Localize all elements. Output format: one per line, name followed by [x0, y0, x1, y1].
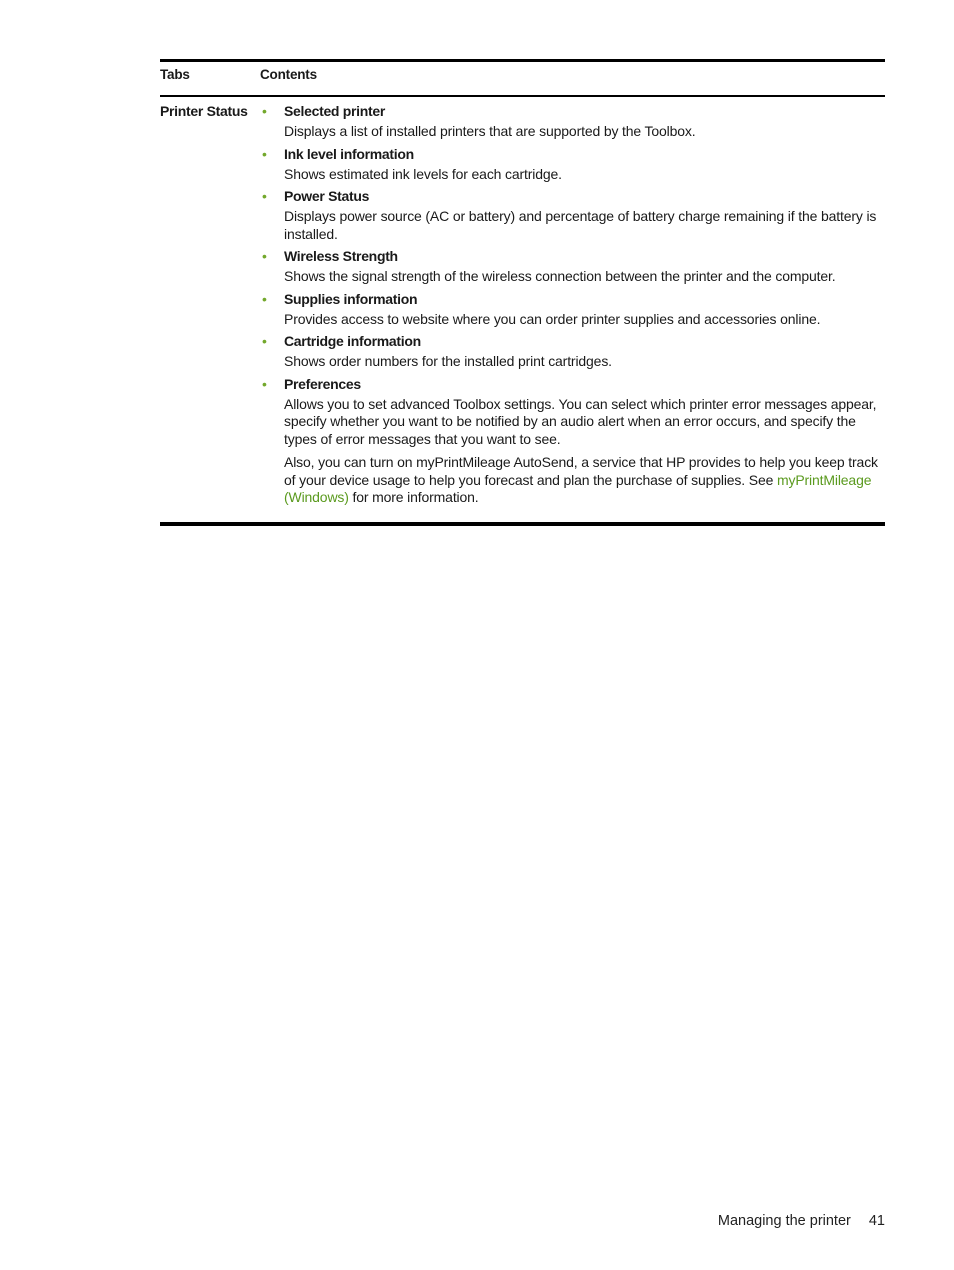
list-item — [260, 187, 885, 243]
item-description: Provides access to website where you can order printer supplies and accessories online. — [284, 310, 821, 327]
table-row — [160, 97, 885, 522]
bullet-icon: • — [262, 333, 267, 349]
item-title: Supplies information — [284, 290, 418, 307]
list-item — [260, 375, 885, 507]
bullet-icon: • — [262, 375, 267, 392]
item-description: Shows estimated ink levels for each cartridge. — [284, 165, 562, 182]
item-description: Shows order numbers for the installed print cartridges. — [284, 353, 612, 369]
page-footer — [718, 1213, 885, 1229]
item-description: Allows you to set advanced Toolbox settings. You can select which printer error messages appear, specify whether you want to be notified by an audio alert when an error occurs, and specify the types of error messages that you want to see. — [284, 395, 877, 447]
list-item — [260, 102, 885, 141]
contents-table — [160, 59, 885, 526]
list-item — [260, 247, 885, 286]
item-description: Shows the signal strength of the wireless connection between the printer and the computer. — [284, 268, 836, 284]
list-item — [260, 290, 885, 329]
list-item — [260, 332, 885, 371]
header-contents: Contents — [260, 67, 317, 82]
desc-text: Also, you can turn on myPrintMileage AutoSend, a service that HP provides to help you keep track of your device usage to help you forecast and plan the purchase of supplies. See — [284, 454, 878, 488]
list-item — [260, 145, 885, 184]
desc-text: for more information. — [348, 489, 479, 505]
item-description-extra — [284, 454, 885, 507]
bullet-icon: • — [262, 188, 267, 204]
bullet-icon: • — [262, 145, 267, 162]
item-description: Displays power source (AC or battery) and percentage of battery charge remaining if the battery is installed. — [284, 208, 877, 242]
item-title: Preferences — [284, 375, 361, 392]
bullet-icon: • — [262, 248, 267, 264]
footer-section-title: Managing the printer — [717, 1213, 851, 1229]
contents-list — [260, 102, 885, 511]
table-bottom-rule — [160, 522, 885, 526]
item-title: Selected printer — [284, 103, 386, 119]
bullet-icon: • — [262, 103, 267, 119]
item-title: Ink level information — [284, 145, 414, 162]
item-title: Power Status — [284, 188, 370, 204]
header-tabs: Tabs — [160, 67, 190, 82]
page-number: 41 — [868, 1213, 885, 1229]
item-title: Wireless Strength — [284, 248, 398, 264]
item-title: Cartridge information — [284, 333, 421, 349]
bullet-icon: • — [262, 290, 267, 307]
item-description: Displays a list of installed printers that are supported by the Toolbox. — [284, 123, 696, 139]
tab-name-printer-status: Printer Status — [160, 103, 248, 119]
myprintmileage-link[interactable]: myPrintMileage (Windows) — [284, 471, 872, 505]
table-header-row — [160, 62, 885, 97]
